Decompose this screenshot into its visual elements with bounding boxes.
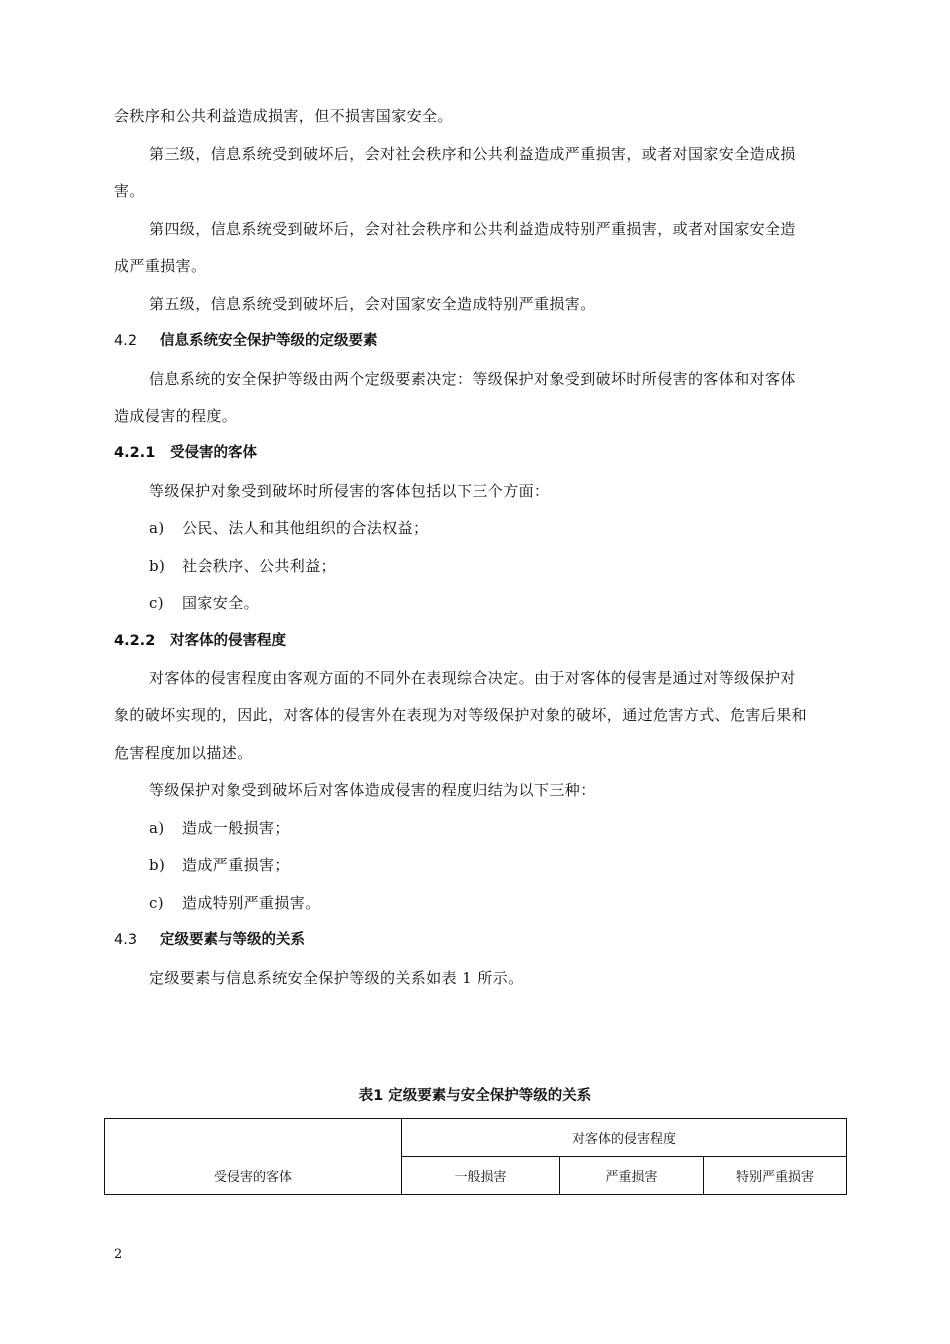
heading-text: 对客体的侵害程度: [170, 633, 286, 649]
paragraph-line: 象的破坏实现的，因此，对客体的侵害外在表现为对等级保护对象的破坏，通过危害方式、危害后果和: [114, 706, 808, 724]
list-item: [149, 818, 894, 838]
section-heading-4-2-1: [114, 443, 257, 463]
subject-header-text: 受侵害的客体: [213, 1170, 292, 1185]
paragraph-line: 定级要素与信息系统安全保护等级的关系如表 1 所示。: [149, 969, 524, 987]
heading-number: 4.2.1: [114, 445, 156, 461]
paragraph-line: 等级保护对象受到破坏后对客体造成侵害的程度归结为以下三种：: [149, 781, 596, 799]
section-heading-4-2: [114, 331, 378, 351]
paragraph-line: 会秩序和公共利益造成损害，但不损害国家安全。: [114, 107, 453, 125]
degree-column-serious: 严重损害: [560, 1157, 704, 1195]
list-item-text: 造成特别严重损害。: [182, 894, 321, 912]
paragraph-line: 第三级，信息系统受到破坏后，会对社会秩序和公共利益造成严重损害，或者对国家安全造成损: [149, 145, 796, 163]
list-item-text: 国家安全。: [182, 594, 260, 612]
table-header-row: [105, 1119, 847, 1157]
list-item-text: 造成严重损害；: [182, 856, 290, 874]
paragraph-line: 第五级，信息系统受到破坏后，会对国家安全造成特别严重损害。: [149, 295, 596, 313]
page-number: 2: [114, 1247, 123, 1262]
paragraph-line: 害。: [114, 182, 145, 200]
list-marker: a): [149, 819, 165, 837]
heading-number: 4.2.2: [114, 633, 156, 649]
list-item: [149, 593, 894, 613]
heading-number: 4.2: [114, 333, 138, 349]
list-marker: a): [149, 519, 165, 537]
paragraph-line: 对客体的侵害程度由客观方面的不同外在表现综合决定。由于对客体的侵害是通过对等级保护对: [149, 669, 796, 687]
degree-header-cell: 对客体的侵害程度: [402, 1119, 847, 1157]
paragraph-line: 第四级，信息系统受到破坏后，会对社会秩序和公共利益造成特别严重损害，或者对国家安全造: [149, 220, 796, 238]
list-marker: b): [149, 856, 166, 874]
list-item: [149, 855, 894, 875]
section-heading-4-2-2: [114, 631, 286, 651]
paragraph-line: 造成侵害的程度。: [114, 407, 238, 425]
section-heading-4-3: [114, 930, 305, 950]
grading-table: [104, 1118, 847, 1195]
subject-header-cell: [105, 1119, 402, 1195]
heading-text: 受侵害的客体: [170, 445, 257, 461]
list-marker: b): [149, 557, 166, 575]
paragraph-line: 成严重损害。: [114, 257, 207, 275]
list-item-text: 社会秩序、公共利益；: [182, 557, 337, 575]
degree-column-general: 一般损害: [402, 1157, 560, 1195]
degree-column-especially-serious: 特别严重损害: [704, 1157, 847, 1195]
heading-number: 4.3: [114, 932, 138, 948]
list-item: [149, 556, 894, 576]
paragraph-line: 等级保护对象受到破坏时所侵害的客体包括以下三个方面：: [149, 482, 550, 500]
table-caption: 表1 定级要素与安全保护等级的关系: [358, 1088, 592, 1104]
list-marker: c): [149, 594, 165, 612]
heading-text: 定级要素与等级的关系: [160, 932, 305, 948]
paragraph-line: 危害程度加以描述。: [114, 744, 253, 762]
paragraph-line: 信息系统的安全保护等级由两个定级要素决定：等级保护对象受到破坏时所侵害的客体和对客体: [149, 370, 796, 388]
list-item-text: 公民、法人和其他组织的合法权益；: [182, 519, 429, 537]
list-item: [149, 893, 894, 913]
heading-text: 信息系统安全保护等级的定级要素: [160, 333, 378, 349]
list-item: [149, 518, 894, 538]
list-item-text: 造成一般损害；: [182, 819, 290, 837]
list-marker: c): [149, 894, 165, 912]
